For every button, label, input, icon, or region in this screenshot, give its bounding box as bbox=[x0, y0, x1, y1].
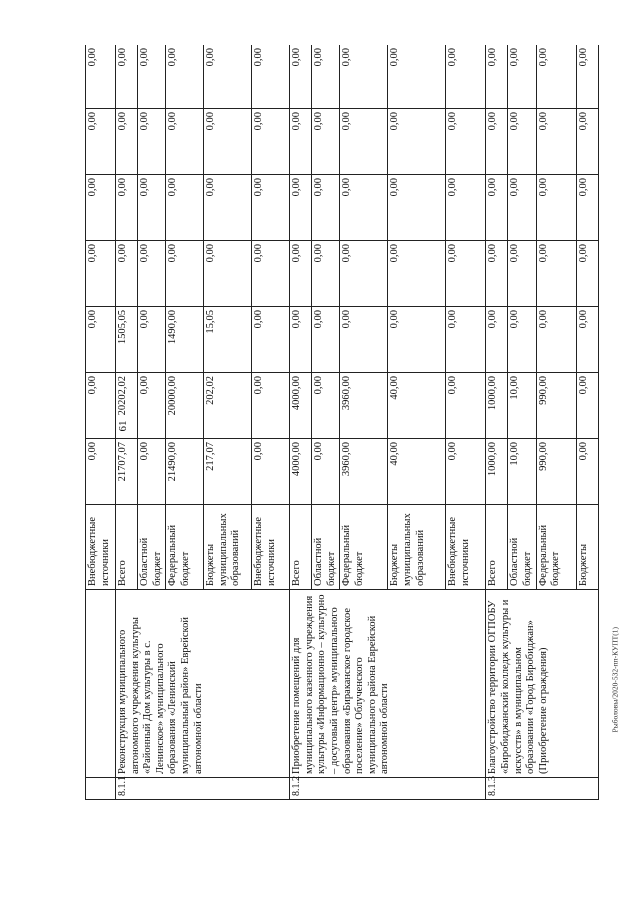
amount-cell: 0,00 bbox=[486, 109, 508, 175]
amount-cell: 0,00 bbox=[446, 109, 486, 175]
table-row bbox=[290, 45, 312, 800]
amount-cell: 0,00 bbox=[138, 439, 166, 505]
budget-table bbox=[85, 45, 599, 800]
amount-cell: 0,00 bbox=[446, 45, 486, 109]
object-description: Приобретение помещений для муниципального казенного учреждения культуры «Информационно – культурно – досуговый центр» муниципального образования «Бираканское городское поселение» Облученского муниципального района Еврейской автономной области bbox=[290, 590, 486, 778]
amount-cell: 990,00 bbox=[536, 439, 576, 505]
amount-cell: 0,00 bbox=[576, 307, 598, 373]
amount-cell: 0,00 bbox=[116, 241, 138, 307]
funding-source: Областной бюджет bbox=[508, 505, 536, 590]
table-body bbox=[86, 45, 599, 800]
amount-cell: 0,00 bbox=[204, 241, 252, 307]
amount-cell: 0,00 bbox=[312, 373, 340, 439]
amount-cell: 0,00 bbox=[576, 109, 598, 175]
amount-cell: 990,00 bbox=[536, 373, 576, 439]
amount-cell: 0,00 bbox=[340, 175, 388, 241]
funding-source: Всего bbox=[290, 505, 312, 590]
amount-cell: 20000,00 bbox=[166, 373, 204, 439]
amount-cell: 1000,00 bbox=[486, 373, 508, 439]
amount-cell: 0,00 bbox=[138, 45, 166, 109]
object-description bbox=[86, 590, 116, 778]
row-index: 8.1.2 bbox=[290, 778, 486, 800]
amount-cell: 0,00 bbox=[446, 439, 486, 505]
amount-cell: 0,00 bbox=[536, 175, 576, 241]
amount-cell: 0,00 bbox=[116, 175, 138, 241]
amount-cell: 0,00 bbox=[166, 241, 204, 307]
amount-cell: 0,00 bbox=[508, 307, 536, 373]
amount-cell: 40,00 bbox=[388, 439, 446, 505]
funding-source: Бюджеты муниципальных образований bbox=[204, 505, 252, 590]
funding-source: Федеральный бюджет bbox=[166, 505, 204, 590]
amount-cell: 0,00 bbox=[166, 109, 204, 175]
amount-cell: 0,00 bbox=[388, 45, 446, 109]
funding-source: Федеральный бюджет bbox=[340, 505, 388, 590]
amount-cell: 0,00 bbox=[486, 45, 508, 109]
amount-cell: 0,00 bbox=[508, 109, 536, 175]
amount-cell: 0,00 bbox=[86, 373, 116, 439]
amount-cell: 0,00 bbox=[252, 109, 290, 175]
amount-cell: 0,00 bbox=[252, 45, 290, 109]
amount-cell: 0,00 bbox=[138, 241, 166, 307]
amount-cell: 3960,00 bbox=[340, 373, 388, 439]
funding-source: Бюджеты bbox=[576, 505, 598, 590]
amount-cell: 0,00 bbox=[312, 439, 340, 505]
amount-cell: 0,00 bbox=[486, 175, 508, 241]
row-index bbox=[86, 778, 116, 800]
amount-cell: 0,00 bbox=[138, 373, 166, 439]
amount-cell: 0,00 bbox=[340, 307, 388, 373]
amount-cell: 0,00 bbox=[204, 45, 252, 109]
amount-cell: 0,00 bbox=[340, 109, 388, 175]
amount-cell: 0,00 bbox=[86, 45, 116, 109]
amount-cell: 0,00 bbox=[508, 175, 536, 241]
amount-cell: 21490,00 bbox=[166, 439, 204, 505]
amount-cell: 0,00 bbox=[138, 307, 166, 373]
amount-cell: 0,00 bbox=[252, 241, 290, 307]
amount-cell: 1505,05 bbox=[116, 307, 138, 373]
amount-cell: 0,00 bbox=[388, 175, 446, 241]
amount-cell: 0,00 bbox=[86, 307, 116, 373]
amount-cell: 0,00 bbox=[86, 439, 116, 505]
object-description: Благоустройство территории ОГПОБУ «Биробиджанский колледж культуры и искусств» в муниципальном образовании «Город Биробиджан» (Приобретение ограждения) bbox=[486, 590, 598, 778]
amount-cell: 1000,00 bbox=[486, 439, 508, 505]
footer-file-label: Рыболовы/2020-532-пп-КУПТ(1) bbox=[610, 626, 620, 733]
amount-cell: 0,00 bbox=[86, 175, 116, 241]
amount-cell: 0,00 bbox=[290, 109, 312, 175]
table-row bbox=[86, 45, 116, 800]
amount-cell: 0,00 bbox=[536, 45, 576, 109]
amount-cell: 0,00 bbox=[576, 241, 598, 307]
amount-cell: 0,00 bbox=[536, 109, 576, 175]
amount-cell: 0,00 bbox=[204, 175, 252, 241]
amount-cell: 40,00 bbox=[388, 373, 446, 439]
amount-cell: 4000,00 bbox=[290, 373, 312, 439]
amount-cell: 0,00 bbox=[446, 307, 486, 373]
amount-cell: 217,07 bbox=[204, 439, 252, 505]
funding-source: Всего bbox=[486, 505, 508, 590]
amount-cell: 0,00 bbox=[312, 307, 340, 373]
amount-cell: 0,00 bbox=[252, 175, 290, 241]
amount-cell: 0,00 bbox=[116, 45, 138, 109]
amount-cell: 0,00 bbox=[388, 109, 446, 175]
amount-cell: 10,00 bbox=[508, 373, 536, 439]
amount-cell: 0,00 bbox=[312, 45, 340, 109]
amount-cell: 0,00 bbox=[312, 241, 340, 307]
funding-source: Внебюджетные источники bbox=[446, 505, 486, 590]
funding-source: Областной бюджет bbox=[312, 505, 340, 590]
object-description: Реконструкция муниципального автономного учреждения культуры «Районный Дом культуры в с. Ленинское» муниципального образования «Ленинский муниципальный район» Еврейской автономной области bbox=[116, 590, 290, 778]
amount-cell: 0,00 bbox=[312, 175, 340, 241]
funding-source: Областной бюджет bbox=[138, 505, 166, 590]
budget-table-container bbox=[85, 45, 610, 800]
amount-cell: 0,00 bbox=[290, 45, 312, 109]
funding-source: Бюджеты муниципальных образований bbox=[388, 505, 446, 590]
funding-source: Федеральный бюджет bbox=[536, 505, 576, 590]
amount-cell: 0,00 bbox=[252, 373, 290, 439]
funding-source: Всего bbox=[116, 505, 138, 590]
amount-cell: 0,00 bbox=[536, 307, 576, 373]
table-row bbox=[486, 45, 508, 800]
amount-cell: 0,00 bbox=[446, 373, 486, 439]
amount-cell: 0,00 bbox=[116, 109, 138, 175]
amount-cell: 0,00 bbox=[508, 241, 536, 307]
amount-cell: 0,00 bbox=[576, 45, 598, 109]
amount-cell: 3960,00 bbox=[340, 439, 388, 505]
amount-cell: 15,05 bbox=[204, 307, 252, 373]
amount-cell: 0,00 bbox=[252, 307, 290, 373]
amount-cell: 0,00 bbox=[166, 175, 204, 241]
funding-source: Внебюджетные источники bbox=[86, 505, 116, 590]
amount-cell: 0,00 bbox=[388, 307, 446, 373]
amount-cell: 0,00 bbox=[388, 241, 446, 307]
amount-cell: 0,00 bbox=[340, 241, 388, 307]
amount-cell: 0,00 bbox=[486, 241, 508, 307]
amount-cell: 0,00 bbox=[508, 45, 536, 109]
amount-cell: 0,00 bbox=[290, 175, 312, 241]
amount-cell: 0,00 bbox=[446, 175, 486, 241]
amount-cell: 1490,00 bbox=[166, 307, 204, 373]
amount-cell: 0,00 bbox=[138, 109, 166, 175]
amount-cell: 202,02 bbox=[204, 373, 252, 439]
amount-cell: 0,00 bbox=[166, 45, 204, 109]
funding-source: Внебюджетные источники bbox=[252, 505, 290, 590]
row-index: 8.1.3 bbox=[486, 778, 598, 800]
amount-cell: 0,00 bbox=[312, 109, 340, 175]
amount-cell: 0,00 bbox=[290, 307, 312, 373]
page-number: 61 bbox=[117, 420, 129, 432]
amount-cell: 0,00 bbox=[204, 109, 252, 175]
amount-cell: 10,00 bbox=[508, 439, 536, 505]
amount-cell: 0,00 bbox=[138, 175, 166, 241]
amount-cell: 0,00 bbox=[576, 175, 598, 241]
amount-cell: 0,00 bbox=[536, 241, 576, 307]
row-index: 8.1.1 bbox=[116, 778, 290, 800]
amount-cell: 0,00 bbox=[290, 241, 312, 307]
amount-cell: 0,00 bbox=[576, 373, 598, 439]
amount-cell: 20202,02 bbox=[116, 373, 138, 439]
amount-cell: 0,00 bbox=[486, 307, 508, 373]
amount-cell: 0,00 bbox=[86, 241, 116, 307]
amount-cell: 21707,07 bbox=[116, 439, 138, 505]
amount-cell: 0,00 bbox=[252, 439, 290, 505]
table-row bbox=[116, 45, 138, 800]
amount-cell: 0,00 bbox=[576, 439, 598, 505]
amount-cell: 0,00 bbox=[446, 241, 486, 307]
amount-cell: 0,00 bbox=[340, 45, 388, 109]
amount-cell: 0,00 bbox=[86, 109, 116, 175]
amount-cell: 4000,00 bbox=[290, 439, 312, 505]
